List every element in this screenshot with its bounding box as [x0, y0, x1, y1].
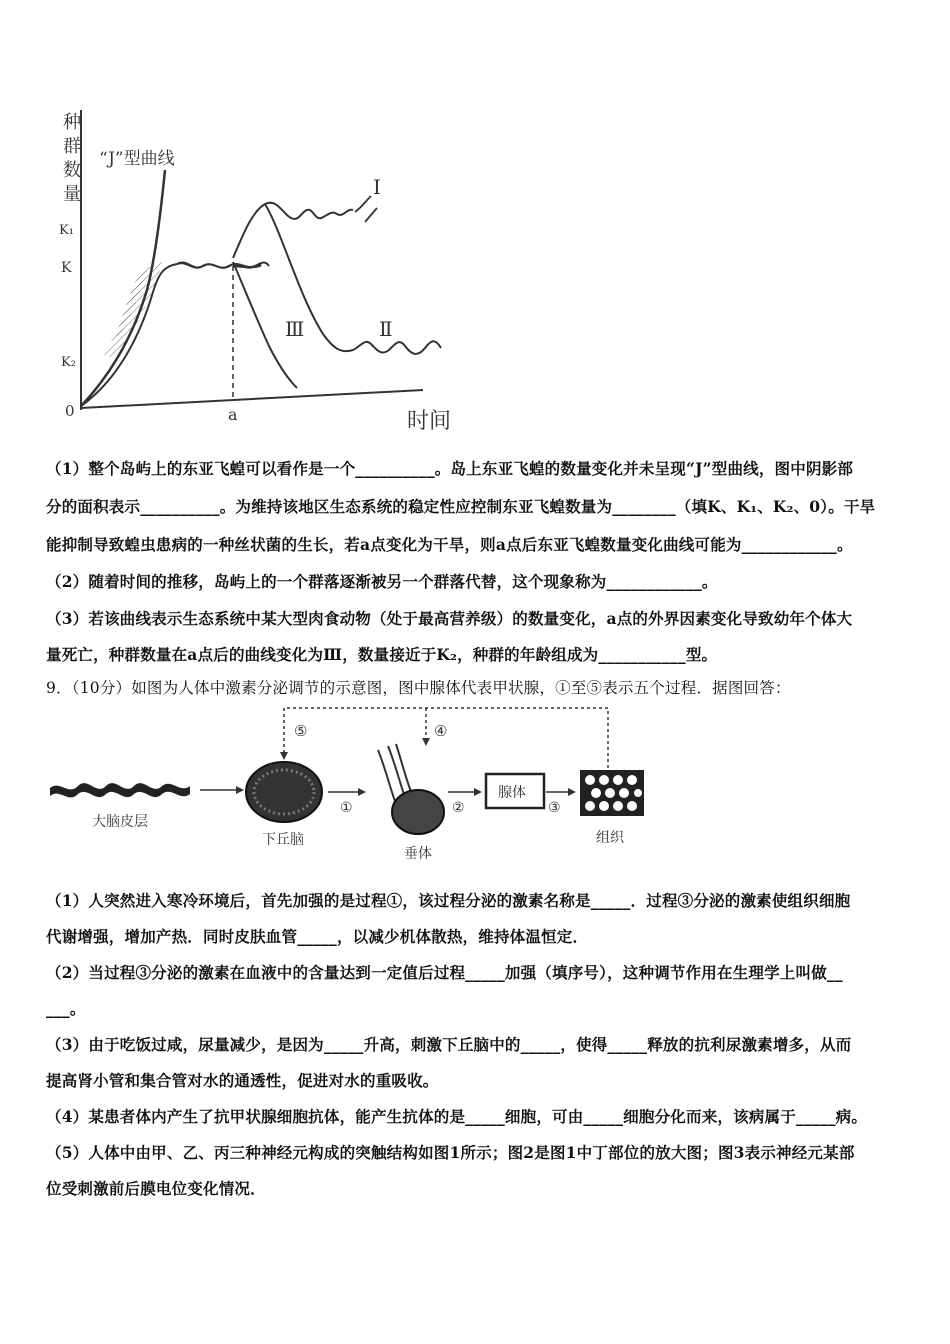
q8-part1-line2: 分的面积表示__________。为维持该地区生态系统的稳定性应控制东亚飞蝗数量为________（填K、K₁、K₂、0）。干旱	[46, 497, 876, 516]
population-curve-figure	[55, 100, 475, 440]
y-axis-label-1: 种	[63, 112, 81, 133]
tick-origin: 0	[65, 402, 75, 420]
hormone-regulation-diagram	[40, 700, 660, 860]
x-point-a: a	[228, 405, 238, 424]
arrowhead-2	[358, 788, 366, 796]
y-axis-label-3: 数	[63, 160, 81, 181]
q9-part1-line2: 代谢增强，增加产热．同时皮肤血管_____，以减少机体散热，维持体温恒定．	[46, 927, 589, 946]
step-3-label: ③	[548, 800, 561, 816]
arrowhead-3	[474, 788, 482, 796]
y-axis-label-4: 量	[63, 184, 81, 205]
q9-part5-line2: 位受刺激前后膜电位变化情况．	[46, 1179, 266, 1198]
tissue-shape	[580, 770, 644, 816]
step-4-label: ④	[434, 722, 448, 740]
q9-part5-line1: （5）人体中由甲、乙、丙三种神经元构成的突触结构如图1所示；图2是图1中丁部位的放大图；图3表示神经元某部	[46, 1143, 855, 1162]
cortex-shape	[50, 783, 190, 797]
q8-part3-line2: 量死亡，种群数量在a点后的曲线变化为Ⅲ，数量接近于K₂，种群的年龄组成为___________型。	[46, 645, 718, 664]
step-5-label: ⑤	[294, 722, 308, 740]
label-curve-III: Ⅲ	[285, 317, 305, 341]
tissue-label: 组织	[596, 830, 624, 846]
q8-part3-line1: （3）若该曲线表示生态系统中某大型肉食动物（处于最高营养级）的数量变化，a点的外界因素变化导致幼年个体大	[46, 609, 853, 628]
arrowhead-5	[280, 752, 288, 760]
tick-k1: K₁	[59, 223, 74, 238]
hypothalamus-label: 下丘脑	[262, 832, 304, 848]
curve-I-tail	[355, 196, 377, 222]
q9-part2-line2: ___。	[46, 999, 86, 1018]
q9-part4: （4）某患者体内产生了抗甲状腺细胞抗体，能产生抗体的是_____细胞，可由_____细胞分化而来，该病属于_____病。	[46, 1107, 868, 1126]
q9-part3-line2: 提高肾小管和集合管对水的通透性，促进对水的重吸收。	[46, 1071, 439, 1090]
tick-k2: K₂	[61, 355, 76, 370]
y-axis-label-2: 群	[63, 136, 81, 157]
q8-part1-line1: （1）整个岛屿上的东亚飞蝗可以看作是一个__________。岛上东亚飞蝗的数量变化并未呈现“J”型曲线，图中阴影部	[46, 459, 854, 478]
arrowhead-4	[568, 788, 576, 796]
q8-part2: （2）随着时间的推移，岛屿上的一个群落逐渐被另一个群落代替，这个现象称为____________。	[46, 572, 718, 591]
pituitary-label: 垂体	[404, 846, 432, 860]
tick-k: K	[61, 260, 72, 276]
q9-part3-line1: （3）由于吃饭过咸，尿量减少，是因为_____升高，刺激下丘脑中的_____，使得_____释放的抗利尿激素增多，从而	[46, 1035, 852, 1054]
q9-part1-line1: （1）人突然进入寒冷环境后，首先加强的是过程①，该过程分泌的激素名称是_____．过程③分泌的激素使组织细胞	[46, 891, 851, 910]
cortex-label: 大脑皮层	[92, 814, 148, 830]
arrowhead-1	[236, 786, 244, 794]
q9-part2-line1: （2）当过程③分泌的激素在血液中的含量达到一定值后过程_____加强（填序号），这种调节作用在生理学上叫做__	[46, 963, 843, 982]
step-1-label: ①	[340, 800, 353, 816]
q9-header: 9．（10分）如图为人体中激素分泌调节的示意图，图中腺体代表甲状腺，①至⑤表示五个过程．据图回答：	[46, 679, 791, 697]
arrowhead-6	[422, 738, 430, 746]
gland-label: 腺体	[498, 785, 526, 801]
x-axis-label: 时间	[407, 409, 452, 434]
step-2-label: ②	[452, 800, 465, 816]
pituitary-shape	[392, 790, 444, 834]
curve-I	[233, 203, 353, 258]
j-curve-label: “J”型曲线	[99, 149, 175, 169]
label-curve-II: Ⅱ	[379, 317, 393, 341]
label-curve-I: Ⅰ	[373, 175, 381, 199]
q8-part1-line3: 能抑制导致蝗虫患病的一种丝状菌的生长，若a点变化为干旱，则a点后东亚飞蝗数量变化曲线可能为____________。	[46, 535, 853, 554]
x-axis	[81, 390, 423, 408]
